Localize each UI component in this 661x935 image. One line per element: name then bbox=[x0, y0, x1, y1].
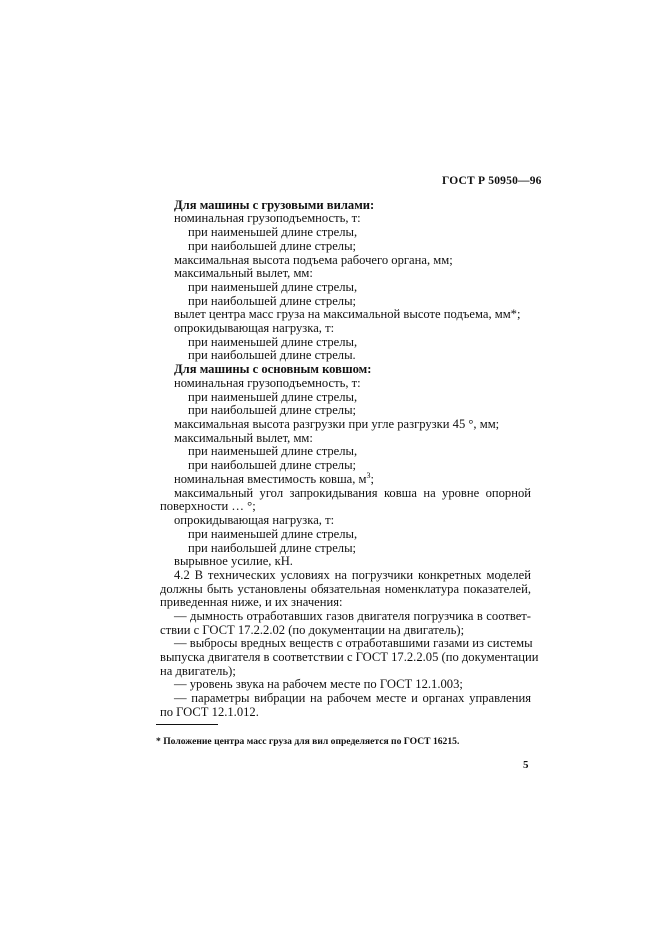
text-line bbox=[174, 472, 374, 487]
footnote: * Положение центра масс груза для вил определяется по ГОСТ 16215. bbox=[156, 736, 460, 747]
text-line: при наименьшей длине стрелы, bbox=[188, 225, 358, 239]
text-line: номинальная грузоподъемность, т: bbox=[174, 376, 361, 390]
text-line: — параметры вибрации на рабочем месте и органах управления bbox=[174, 691, 531, 705]
text-line: вылет центра масс груза на максимальной высоте подъема, мм*; bbox=[174, 307, 521, 321]
text-line: опрокидывающая нагрузка, т: bbox=[174, 513, 335, 527]
text-line: — выбросы вредных веществ с отработавшими газами из системы bbox=[174, 636, 533, 650]
section-heading-bucket: Для машины с основным ковшом: bbox=[174, 362, 372, 376]
text-line: вырывное усилие, кН. bbox=[174, 554, 293, 568]
text-line: при наибольшей длине стрелы; bbox=[188, 294, 357, 308]
text-line: максимальный вылет, мм: bbox=[174, 266, 313, 280]
text-line: поверхности … °; bbox=[160, 499, 256, 513]
page-header: ГОСТ Р 50950—96 bbox=[442, 175, 542, 187]
text-line: опрокидывающая нагрузка, т: bbox=[174, 321, 335, 335]
text-line: приведенная ниже, и их значения: bbox=[160, 595, 343, 609]
text-line: должны быть установлены обязательная номенклатура показателей, bbox=[160, 582, 531, 596]
text-line: при наибольшей длине стрелы; bbox=[188, 239, 357, 253]
text-line: при наибольшей длине стрелы; bbox=[188, 541, 357, 555]
text-line: при наименьшей длине стрелы, bbox=[188, 527, 358, 541]
text-line: при наибольшей длине стрелы; bbox=[188, 403, 357, 417]
text-line: при наибольшей длине стрелы. bbox=[188, 348, 356, 362]
footnote-rule bbox=[156, 724, 218, 725]
text-line: при наименьшей длине стрелы, bbox=[188, 390, 358, 404]
text-line: выпуска двигателя в соответствии с ГОСТ 17.2.2.05 (по документации bbox=[160, 650, 539, 664]
text-line: при наибольшей длине стрелы; bbox=[188, 458, 357, 472]
text-line-main: номинальная вместимость ковша, м bbox=[174, 472, 367, 486]
text-line: максимальный угол запрокидывания ковша на уровне опорной bbox=[174, 486, 531, 500]
text-line: — дымность отработавших газов двигателя погрузчика в соответ- bbox=[174, 609, 531, 623]
superscript: 3 bbox=[366, 471, 371, 480]
page-number: 5 bbox=[523, 759, 529, 771]
text-line: при наименьшей длине стрелы, bbox=[188, 280, 358, 294]
text-line: номинальная грузоподъемность, т: bbox=[174, 211, 361, 225]
text-line: максимальный вылет, мм: bbox=[174, 431, 313, 445]
text-line: при наименьшей длине стрелы, bbox=[188, 444, 358, 458]
text-line: максимальная высота разгрузки при угле разгрузки 45 °, мм; bbox=[174, 417, 500, 431]
text-line: — уровень звука на рабочем месте по ГОСТ 12.1.003; bbox=[174, 677, 463, 691]
text-line: при наименьшей длине стрелы, bbox=[188, 335, 358, 349]
text-line: 4.2 В технических условиях на погрузчики конкретных моделей bbox=[174, 568, 531, 582]
text-line: на двигатель); bbox=[160, 664, 236, 678]
text-line: максимальная высота подъема рабочего органа, мм; bbox=[174, 253, 453, 267]
text-line: ствии с ГОСТ 17.2.2.02 (по документации на двигатель); bbox=[160, 623, 465, 637]
text-line: по ГОСТ 12.1.012. bbox=[160, 705, 259, 719]
text-line-suffix: ; bbox=[370, 472, 375, 486]
section-heading-forks: Для машины с грузовыми вилами: bbox=[174, 198, 375, 212]
